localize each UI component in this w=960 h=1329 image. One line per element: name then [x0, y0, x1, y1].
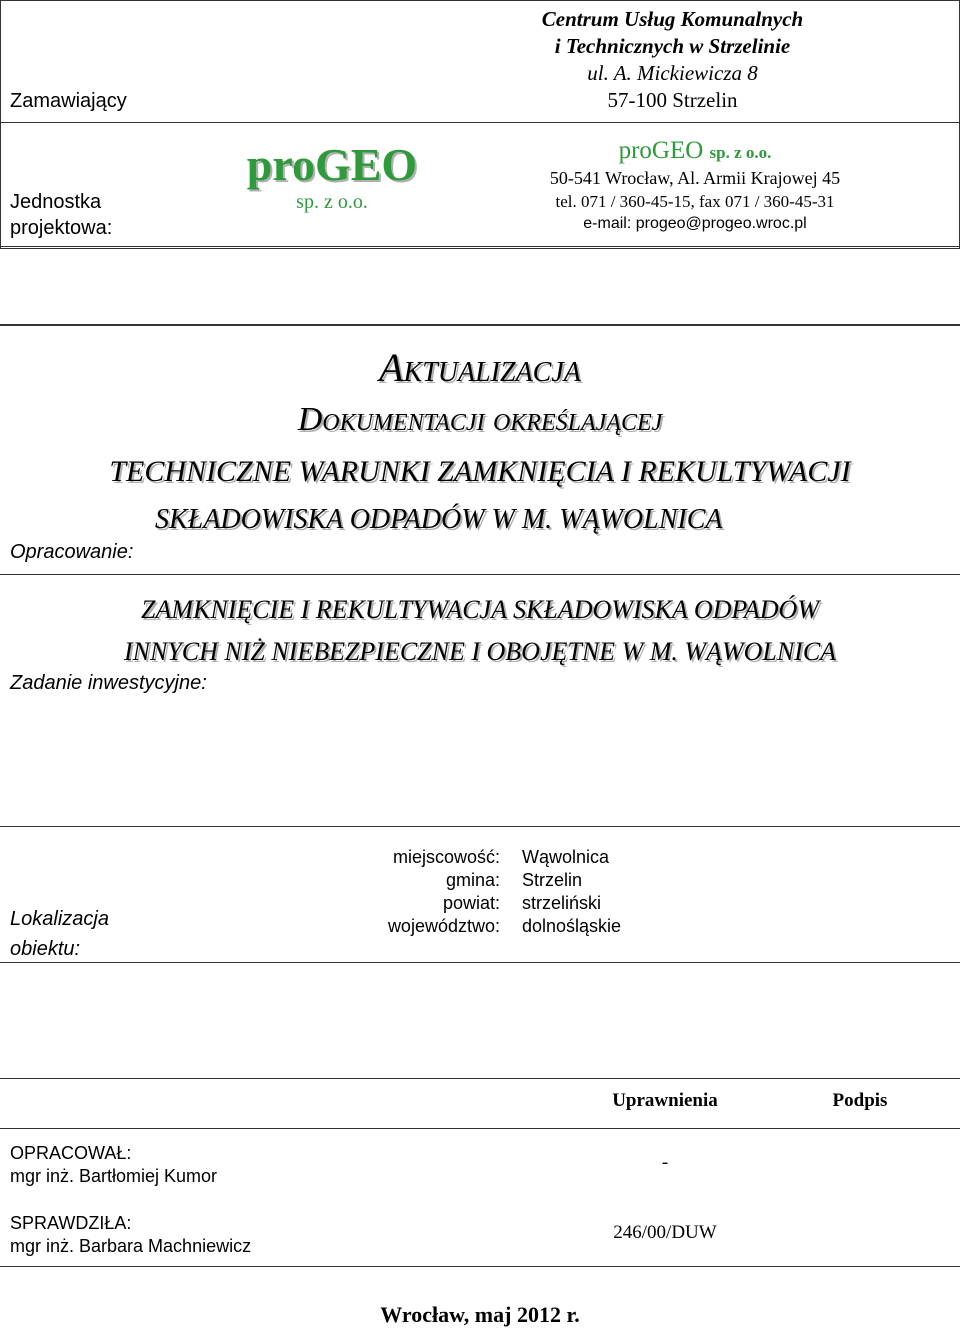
company-phone: tel. 071 / 360-45-15, fax 071 / 360-45-31: [555, 192, 835, 211]
company-name-line: [480, 137, 910, 167]
location-value: Strzelin: [522, 870, 583, 890]
place-date: Wrocław, maj 2012 r.: [380, 1302, 580, 1327]
title-line-3: TECHNICZNE WARUNKI ZAMKNIĘCIA I REKULTYWACJI: [109, 455, 851, 488]
checked-permission: 246/00/DUW: [613, 1222, 717, 1243]
task-line-1: ZAMKNIĘCIE I REKULTYWACJA SKŁADOWISKA ODPADÓW: [140, 595, 819, 624]
col-signature-header: Podpis: [832, 1090, 888, 1111]
location-row: [340, 869, 621, 892]
designer-label-1: Jednostka: [10, 191, 102, 213]
task-label: Zadanie inwestycyjne:: [10, 672, 207, 694]
client-block: [400, 6, 945, 114]
checked-name: mgr inż. Barbara Machniewicz: [10, 1236, 252, 1256]
prepared-label: OPRACOWAŁ:: [10, 1143, 132, 1163]
logo-subtext: sp. z o.o.: [296, 191, 368, 213]
client-street: ul. A. Mickiewicza 8: [587, 61, 758, 85]
client-name-2: i Technicznych w Strzelinie: [554, 34, 791, 58]
location-value: dolnośląskie: [522, 916, 622, 936]
location-key: gmina:: [445, 870, 500, 890]
location-table: [340, 846, 621, 938]
task-line-2: INNYCH NIŻ NIEBEZPIECZNE I OBOJĘTNE W M. WĄWOLNICA: [123, 637, 837, 666]
designer-block: [480, 137, 910, 234]
company-name: proGEO: [618, 137, 704, 164]
opracowanie-label: Opracowanie:: [10, 541, 134, 563]
prepared-permission: -: [661, 1152, 669, 1173]
title-line-2: Dokumentacji określającej: [297, 401, 663, 438]
location-row: [340, 915, 621, 938]
location-key: powiat:: [442, 893, 500, 913]
prepared-block: [10, 1142, 217, 1188]
designer-label-2: projektowa:: [10, 217, 113, 239]
prepared-name: mgr inż. Bartłomiej Kumor: [10, 1166, 218, 1186]
col-permissions-header: Uprawnienia: [612, 1090, 718, 1111]
logo-text: proGEO: [246, 139, 418, 190]
checked-label: SPRAWDZIŁA:: [10, 1213, 132, 1233]
location-value: Wąwolnica: [522, 847, 610, 867]
location-value: strzeliński: [522, 893, 602, 913]
title-line-1: Aktualizacja: [379, 345, 581, 390]
company-email: e-mail: progeo@progeo.wroc.pl: [583, 215, 807, 232]
client-label: Zamawiający: [10, 90, 127, 112]
location-label-2: obiektu:: [10, 938, 81, 960]
client-name-1: Centrum Usług Komunalnych: [541, 7, 804, 31]
company-suffix: sp. z o.o.: [709, 143, 772, 162]
company-address: 50-541 Wrocław, Al. Armii Krajowej 45: [549, 168, 841, 188]
location-row: [340, 892, 621, 915]
location-row: [340, 846, 621, 869]
location-key: województwo:: [387, 916, 500, 936]
client-city: 57-100 Strzelin: [607, 88, 738, 112]
location-label-1: Lokalizacja: [10, 908, 109, 930]
logo: [232, 140, 432, 214]
checked-block: [10, 1212, 251, 1258]
location-key: miejscowość:: [392, 847, 500, 867]
title-line-4: SKŁADOWISKA ODPADÓW W M. WĄWOLNICA: [155, 504, 723, 535]
